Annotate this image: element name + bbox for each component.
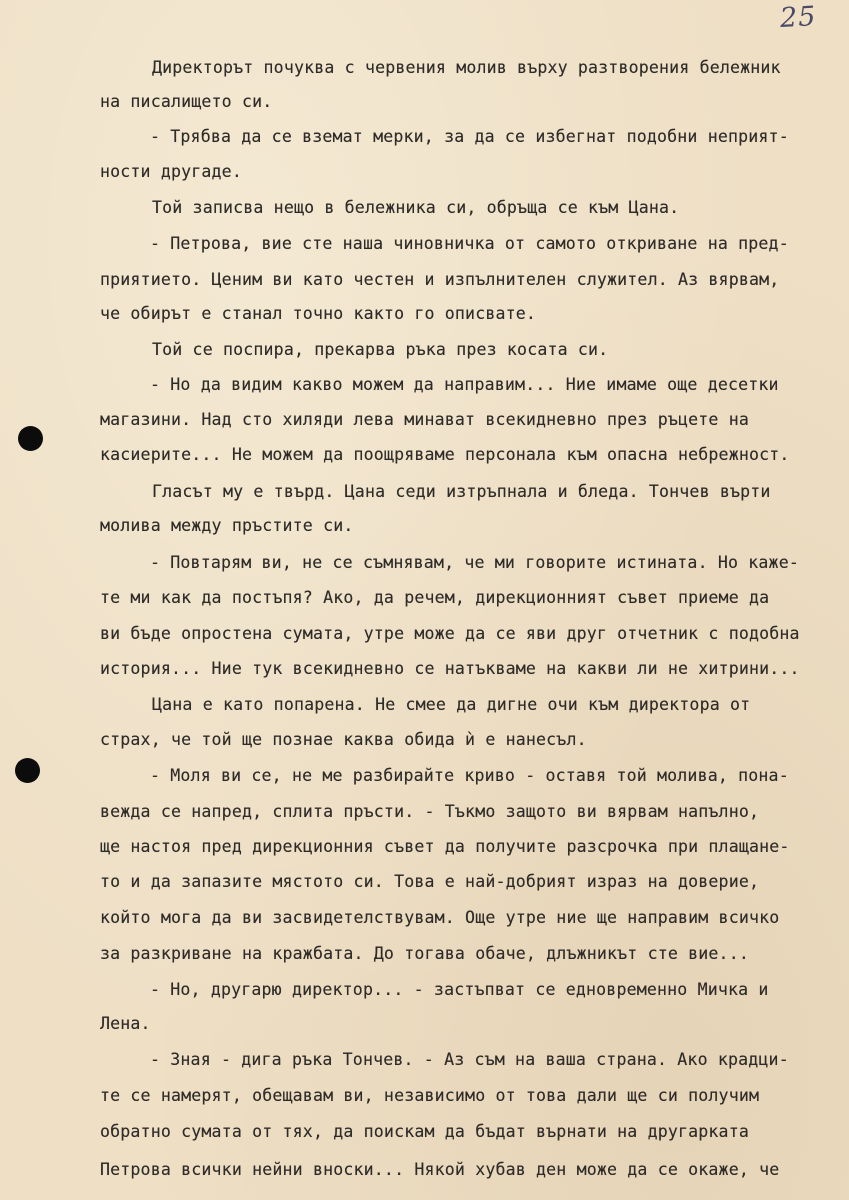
text-line: история... Ние тук всекидневно се натъкваме на какви ли не хитрини... [100,659,800,678]
text-line: Цана е като попарена. Не смее да дигне очи към директора от [152,695,751,714]
text-line: магазини. Над сто хиляди лева минават всекидневно през ръцете на [100,410,749,429]
text-line: страх, че той ще познае каква обида ѝ е нанесъл. [100,730,587,749]
text-line: те ми как да постъпя? Ако, да речем, дирекционният съвет приеме да [100,588,770,607]
text-line: Той записва нещо в бележника си, обръща се към Цана. [152,198,680,217]
text-line: който мога да ви засвидетелствувам. Още утре ние ще направим всичко [100,908,780,927]
text-line: Директорът почуква с червения молив върху разтворения бележник [152,58,781,77]
text-line: - Но да видим какво можем да направим... Ние имаме още десетки [150,375,779,394]
text-line: че обирът е станал точно както го описвате. [100,304,537,323]
text-line: - Повтарям ви, не се съмнявам, че ми говорите истината. Но каже- [150,553,799,572]
text-line: ности другаде. [100,162,242,181]
text-line: обратно сумата от тях, да поискам да бъдат върнати на другарката [100,1122,749,1141]
text-line: вежда се напред, сплита пръсти. - Тъкмо защото ви вярвам напълно, [100,802,760,821]
page-number: 25 [779,1,818,34]
text-line: ви бъде опростена сумата, утре може да се яви друг отчетник с подобна [100,624,800,643]
text-line: - Но, другарю директор... - застъпват се едновременно Мичка и [150,980,769,999]
text-line: те се намерят, обещавам ви, независимо от това дали ще си получим [100,1086,760,1105]
punch-hole [15,758,40,783]
text-line: Лена. [100,1014,151,1033]
text-line: Гласът му е твърд. Цана седи изтръпнала и бледа. Тончев върти [152,482,771,501]
text-line: - Зная - дига ръка Тончев. - Аз съм на ваша страна. Ако крадци- [150,1050,789,1069]
text-line: касиерите... Не можем да поощряваме персонала към опасна небрежност. [100,445,790,464]
text-line: молива между пръстите си. [100,516,354,535]
text-line: - Моля ви се, не ме разбирайте криво - оставя той молива, пона- [150,766,789,785]
punch-hole [18,426,43,451]
text-line: - Трябва да се вземат мерки, за да се избегнат подобни неприят- [150,127,789,146]
text-line: Петрова всички нейни вноски... Някой хубав ден може да се окаже, че [100,1160,780,1179]
text-line: приятието. Ценим ви като честен и изпълнителен служител. Аз вярвам, [100,270,780,289]
text-line: за разкриване на кражбата. До тогава обаче, длъжникът сте вие... [100,944,749,963]
text-line: ще настоя пред дирекционния съвет да получите разсрочка при плащане- [100,837,790,856]
text-line: то и да запазите мястото си. Това е най-добрият израз на доверие, [100,872,760,891]
text-line: на писалището си. [100,92,273,111]
text-line: Той се поспира, прекарва ръка през косата си. [152,340,609,359]
text-line: - Петрова, вие сте наша чиновничка от самото откриване на пред- [150,234,789,253]
